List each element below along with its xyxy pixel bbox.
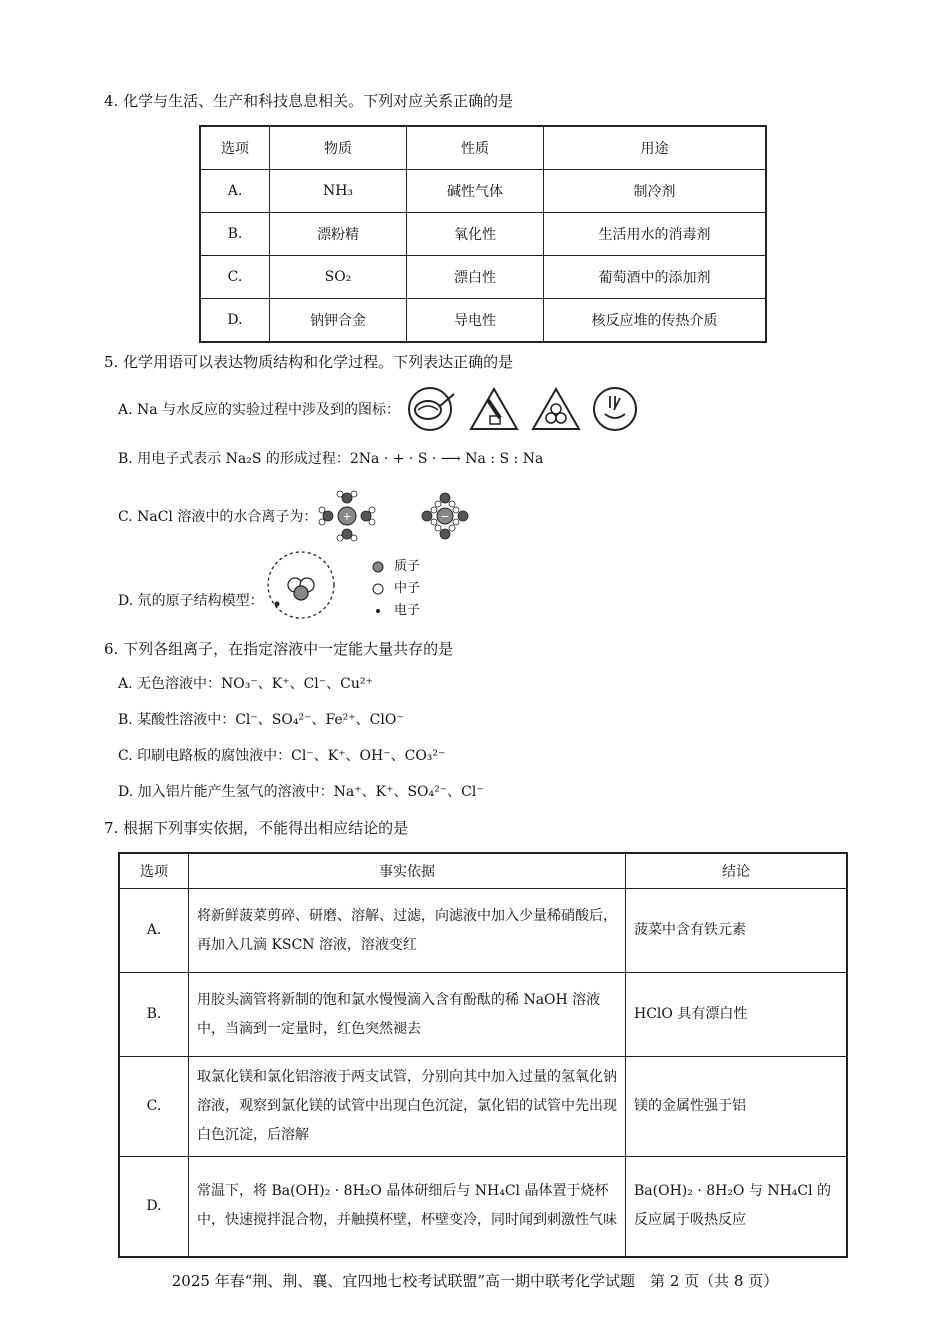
cell: 将新鲜菠菜剪碎、研磨、溶解、过滤，向滤液中加入少量稀硝酸后，再加入几滴 KSCN 溶液，溶液变红 <box>189 889 626 973</box>
legend-neutron <box>372 578 420 600</box>
cell: SO₂ <box>270 256 407 299</box>
cell: B. <box>119 973 189 1057</box>
cell: 核反应堆的传热介质 <box>544 299 767 343</box>
q7-stem: 7. 根据下列事实依据，不能得出相应结论的是 <box>104 819 409 837</box>
table-header-row <box>119 853 847 889</box>
header-cell: 选项 <box>119 853 189 889</box>
electron-icon <box>372 605 384 617</box>
proton-icon <box>372 561 384 573</box>
q4-stem: 4. 化学与生活、生产和科技息息相关。下列对应关系正确的是 <box>104 92 514 110</box>
svg-text:−: − <box>440 510 450 523</box>
cell: HClO 具有漂白性 <box>626 973 848 1057</box>
q5-option-d-text: D. 氘的原子结构模型： <box>118 593 264 609</box>
q6-stem: 6. 下列各组离子，在指定溶液中一定能大量共存的是 <box>104 640 454 658</box>
cell: 用胶头滴管将新制的饱和氯水慢慢滴入含有酚酞的稀 NaOH 溶液中，当滴到一定量时，红色突然褪去 <box>189 973 626 1057</box>
table-row <box>200 299 766 343</box>
header-cell: 结论 <box>626 853 848 889</box>
q6-option-d: D. 加入铝片能产生氢气的溶液中：Na⁺、K⁺、SO₄²⁻、Cl⁻ <box>118 784 484 800</box>
legend-label: 中子 <box>394 581 421 596</box>
svg-text:+: + <box>342 510 352 523</box>
cell: 漂白性 <box>407 256 544 299</box>
hot-surface-icon <box>406 386 458 432</box>
q5-option-c-text: C. NaCl 溶液中的水合离子为： <box>118 509 318 525</box>
cell: 碱性气体 <box>407 170 544 213</box>
q5-stem: 5. 化学用语可以表达物质结构和化学过程。下列表达正确的是 <box>104 353 514 371</box>
header-cell: 性质 <box>407 126 544 170</box>
deuterium-model-diagram <box>264 548 338 622</box>
cell: C. <box>119 1057 189 1157</box>
cell: C. <box>200 256 270 299</box>
q7-table <box>118 852 848 1258</box>
header-cell: 物质 <box>270 126 407 170</box>
q5-option-b: B. 用电子式表示 Na₂S 的形成过程：2Na · + · S · ⟶ Na : S : Na <box>118 451 544 467</box>
q6-option-c: C. 印刷电路板的腐蚀液中：Cl⁻、K⁺、OH⁻、CO₃²⁻ <box>118 748 446 764</box>
cell: 葡萄酒中的添加剂 <box>544 256 767 299</box>
table-row <box>119 973 847 1057</box>
cell: 常温下，将 Ba(OH)₂ · 8H₂O 晶体研细后与 NH₄Cl 晶体置于烧杯中，快速搅拌混合物，并触摸杯壁，杯壁变冷，同时闻到刺激性气味 <box>189 1157 626 1257</box>
cell: 生活用水的消毒剂 <box>544 213 767 256</box>
q5-option-a <box>118 386 638 432</box>
wash-hands-icon <box>592 386 638 432</box>
table-row <box>200 256 766 299</box>
cell: A. <box>119 889 189 973</box>
cell: 漂粉精 <box>270 213 407 256</box>
table-row <box>119 1157 847 1257</box>
neutron-icon <box>372 583 384 595</box>
atom-legend <box>372 556 420 622</box>
table-header-row <box>200 126 766 170</box>
table-row <box>200 213 766 256</box>
sharp-tool-icon <box>468 386 520 432</box>
cell: 取氯化镁和氯化铝溶液于两支试管，分别向其中加入过量的氢氧化钠溶液，观察到氯化镁的试管中出现白色沉淀，氯化铝的试管中先出现白色沉淀，后溶解 <box>189 1057 626 1157</box>
cell: NH₃ <box>270 170 407 213</box>
q4-table <box>199 125 767 343</box>
header-cell: 用途 <box>544 126 767 170</box>
legend-electron <box>372 600 420 622</box>
legend-label: 电子 <box>394 603 421 618</box>
header-cell: 选项 <box>200 126 270 170</box>
hydrated-ion-diagram <box>317 490 487 542</box>
cell: D. <box>200 299 270 343</box>
cell: 制冷剂 <box>544 170 767 213</box>
cell: 钠钾合金 <box>270 299 407 343</box>
cell: 氧化性 <box>407 213 544 256</box>
ventilation-icon <box>530 386 582 432</box>
cell: 菠菜中含有铁元素 <box>626 889 848 973</box>
cell: D. <box>119 1157 189 1257</box>
table-row <box>119 889 847 973</box>
table-row <box>119 1057 847 1157</box>
q6-option-a: A. 无色溶液中：NO₃⁻、K⁺、Cl⁻、Cu²⁺ <box>118 676 373 692</box>
table-row <box>200 170 766 213</box>
header-cell: 事实依据 <box>189 853 626 889</box>
cell: Ba(OH)₂ · 8H₂O 与 NH₄Cl 的反应属于吸热反应 <box>626 1157 848 1257</box>
cell: 导电性 <box>407 299 544 343</box>
q5-option-a-text: A. Na 与水反应的实验过程中涉及到的图标： <box>118 402 401 418</box>
cell: A. <box>200 170 270 213</box>
legend-proton <box>372 556 420 578</box>
q5-option-d <box>118 578 338 622</box>
safety-icons <box>406 386 638 432</box>
page-footer: 2025 年春“荆、荆、襄、宜四地七校考试联盟”高一期中联考化学试题 第 2 页（共 8 页） <box>171 1272 779 1290</box>
q5-option-c <box>118 490 487 542</box>
q6-option-b: B. 某酸性溶液中：Cl⁻、SO₄²⁻、Fe²⁺、ClO⁻ <box>118 712 404 728</box>
cell: B. <box>200 213 270 256</box>
cell: 镁的金属性强于铝 <box>626 1057 848 1157</box>
legend-label: 质子 <box>394 559 421 574</box>
